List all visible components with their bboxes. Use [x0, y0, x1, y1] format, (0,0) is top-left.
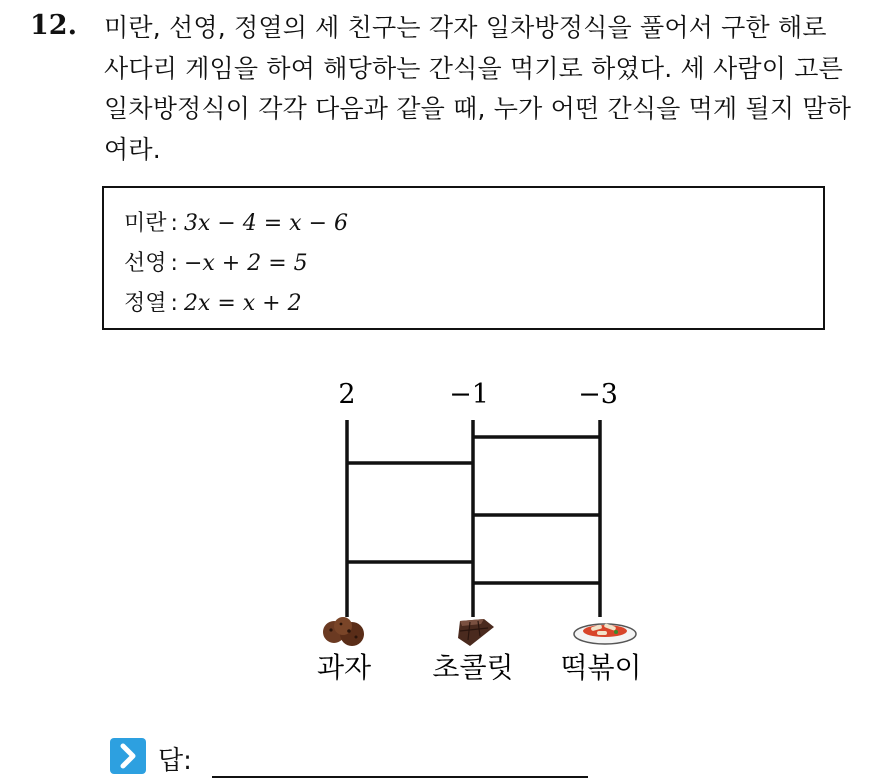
question-line: 미란, 선영, 정열의 세 친구는 각자 일차방정식을 풀어서 구한 해로: [104, 13, 827, 42]
equation-mirane: 미란 : 3x − 4 = x − 6: [124, 211, 349, 236]
snack-label: 초콜릿: [432, 651, 514, 684]
question-line: 일차방정식이 각각 다음과 같을 때, 누가 어떤 간식을 먹게 될지 말하: [104, 94, 852, 123]
snack-label: 과자: [316, 651, 372, 684]
equation-expression: 3x − 4 = x − 6: [183, 211, 349, 236]
person-name: 미란: [124, 211, 167, 236]
chocolate-icon: [458, 619, 494, 646]
cookie-icon: [323, 617, 364, 646]
equation-expression: −x + 2 = 5: [183, 251, 308, 276]
person-name: 정열: [124, 291, 167, 316]
ladder-top-label: −3: [578, 379, 618, 410]
equation-seonyeong: 선영 : −x + 2 = 5: [124, 251, 308, 276]
equation-expression: 2x = x + 2: [183, 291, 302, 316]
snack-label: 떡볶이: [560, 651, 642, 684]
ladder-top-label: −1: [449, 379, 489, 410]
question-line: 사다리 게임을 하여 해당하는 간식을 먹기로 하였다. 세 사람이 고른: [104, 53, 843, 83]
question-line: 여라.: [104, 134, 161, 164]
person-name: 선영: [124, 251, 167, 276]
question-number: 12.: [30, 10, 77, 41]
answer-label: 답:: [158, 746, 192, 776]
tteokbokki-icon: [574, 623, 636, 644]
answer-blank[interactable]: [212, 776, 588, 778]
chevron-right-icon: [110, 738, 146, 774]
ladder-top-label: 2: [338, 379, 356, 410]
equation-jeongyeol: 정열 : 2x = x + 2: [124, 291, 302, 316]
